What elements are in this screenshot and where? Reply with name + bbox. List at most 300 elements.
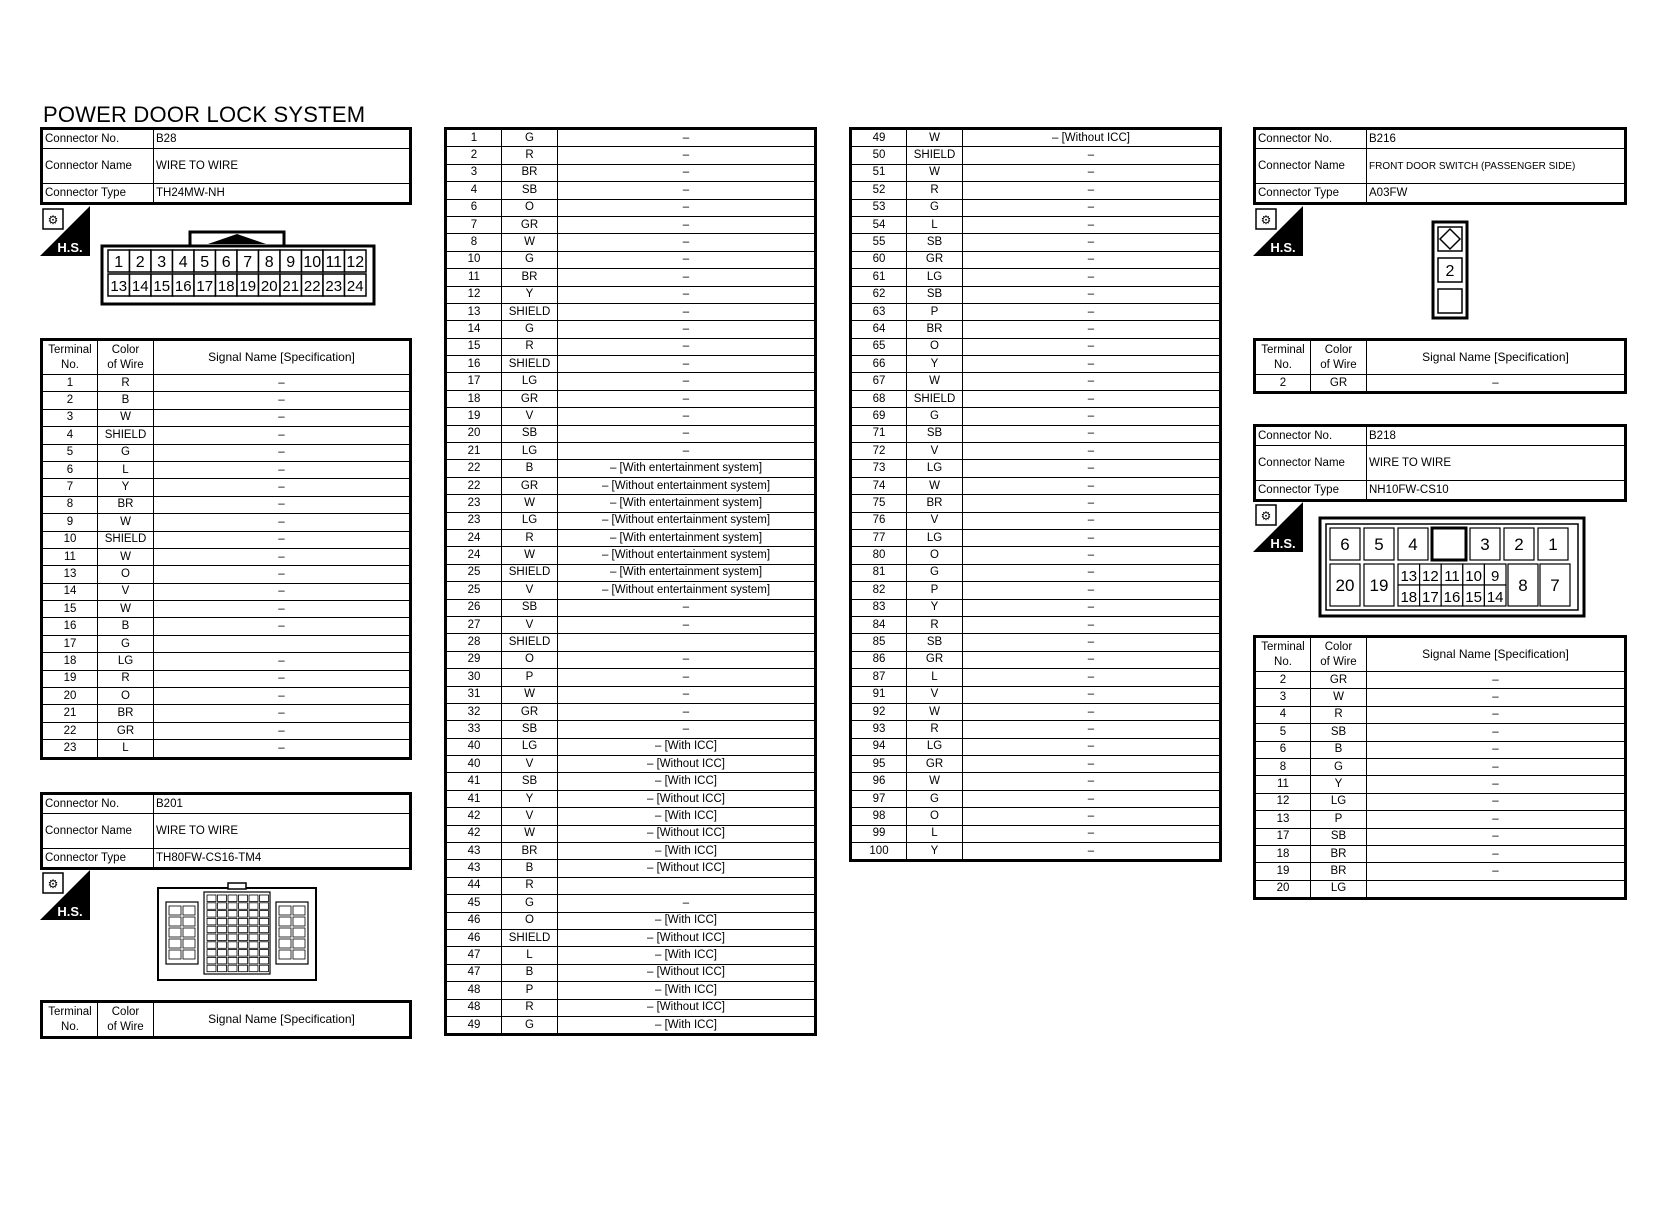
table-row xyxy=(446,634,816,651)
label: Connector No. xyxy=(1255,426,1367,446)
table-row xyxy=(446,182,816,199)
signal-name: – xyxy=(963,721,1221,738)
terminal-no: 8 xyxy=(446,234,502,251)
value: B218 xyxy=(1367,426,1626,446)
terminal-no: 24 xyxy=(446,547,502,564)
wire-color: W xyxy=(907,164,963,181)
signal-name: – [Without ICC] xyxy=(558,825,816,842)
wire-color: SB xyxy=(502,599,558,616)
terminal-no: 20 xyxy=(446,425,502,442)
wire-color: W xyxy=(907,703,963,720)
pin-label: 10 xyxy=(303,254,322,271)
terminal-no: 97 xyxy=(851,790,907,807)
table-row xyxy=(1255,793,1626,810)
signal-name: – xyxy=(154,653,411,670)
wire-color: L xyxy=(907,825,963,842)
table-row xyxy=(42,375,411,392)
table-row xyxy=(446,721,816,738)
pin-label: 14 xyxy=(131,278,149,295)
wire-color: LG xyxy=(907,738,963,755)
signal-name: – [With ICC] xyxy=(558,1016,816,1034)
label: Connector Name xyxy=(42,149,154,184)
pin-label: 16 xyxy=(1443,589,1461,606)
label: Connector Type xyxy=(1255,184,1367,204)
harness-side-icon xyxy=(40,206,90,256)
wire-color: W xyxy=(907,373,963,390)
b216-connector-diagram xyxy=(1431,220,1471,322)
wire-color: G xyxy=(98,635,154,652)
signal-name: – xyxy=(558,408,816,425)
wire-color: B xyxy=(1311,741,1367,758)
pin-label: 17 xyxy=(1422,589,1439,606)
signal-name: – xyxy=(963,408,1221,425)
wire-color: V xyxy=(502,756,558,773)
table-row xyxy=(446,251,816,268)
table-row xyxy=(851,460,1221,477)
terminal-no: 22 xyxy=(42,722,98,739)
pin-label: 3 xyxy=(1480,535,1490,554)
table-row xyxy=(851,825,1221,842)
signal-name: – xyxy=(154,670,411,687)
wire-color: BR xyxy=(502,843,558,860)
terminal-no: 31 xyxy=(446,686,502,703)
value: TH24MW-NH xyxy=(154,184,411,204)
signal-name: – xyxy=(963,547,1221,564)
signal-name: – xyxy=(558,303,816,320)
terminal-no: 45 xyxy=(446,895,502,912)
terminal-no: 23 xyxy=(446,495,502,512)
signal-name: – xyxy=(154,375,411,392)
wire-color: W xyxy=(502,686,558,703)
signal-name: – xyxy=(558,390,816,407)
signal-name: – xyxy=(963,477,1221,494)
terminal-no: 42 xyxy=(446,825,502,842)
label: Connector Name xyxy=(1255,149,1367,184)
wire-color: LG xyxy=(907,269,963,286)
pin-label: 11 xyxy=(325,254,343,271)
signal-name: – xyxy=(558,356,816,373)
table-row xyxy=(851,495,1221,512)
terminal-no: 84 xyxy=(851,616,907,633)
wire-color: L xyxy=(907,669,963,686)
terminal-no: 99 xyxy=(851,825,907,842)
table-row xyxy=(42,479,411,496)
connector-key xyxy=(1432,528,1466,560)
table-row xyxy=(851,790,1221,807)
b201-connector-diagram xyxy=(156,882,318,984)
table-row xyxy=(42,583,411,600)
table-row xyxy=(851,616,1221,633)
table-row xyxy=(851,164,1221,181)
table-row xyxy=(42,496,411,513)
wire-color: R xyxy=(907,182,963,199)
table-row xyxy=(42,705,411,722)
wire-color: W xyxy=(98,548,154,565)
wire-color: GR xyxy=(502,390,558,407)
wire-color: LG xyxy=(502,443,558,460)
table-row xyxy=(1255,741,1626,758)
signal-name: – xyxy=(1367,724,1626,741)
signal-name: – xyxy=(154,601,411,618)
table-row xyxy=(446,790,816,807)
terminal-no: 1 xyxy=(42,375,98,392)
pin-label: 3 xyxy=(157,254,167,271)
terminal-no: 4 xyxy=(1255,706,1311,723)
table-row xyxy=(42,548,411,565)
table-row xyxy=(851,182,1221,199)
pin-label: 8 xyxy=(264,254,274,271)
signal-name: – xyxy=(558,321,816,338)
signal-name: – xyxy=(1367,845,1626,862)
terminal-no: 41 xyxy=(446,773,502,790)
signal-name: – [With entertainment system] xyxy=(558,495,816,512)
table-row xyxy=(851,738,1221,755)
signal-name: – xyxy=(154,392,411,409)
terminal-no: 80 xyxy=(851,547,907,564)
terminal-no: 81 xyxy=(851,564,907,581)
pin-label: 6 xyxy=(221,254,231,271)
terminal-no: 71 xyxy=(851,425,907,442)
table-row xyxy=(42,566,411,583)
table-row xyxy=(851,286,1221,303)
table-row xyxy=(446,373,816,390)
harness-side-icon xyxy=(40,870,90,920)
table-row xyxy=(42,461,411,478)
connector-b201 xyxy=(40,792,412,870)
pin-label: 19 xyxy=(1369,576,1389,595)
table-row xyxy=(1255,724,1626,741)
signal-name: – xyxy=(1367,828,1626,845)
b28-connector-diagram xyxy=(100,228,376,308)
signal-name: – xyxy=(558,669,816,686)
signal-name: – xyxy=(558,182,816,199)
value: B216 xyxy=(1367,129,1626,149)
table-row xyxy=(42,653,411,670)
table-row xyxy=(446,443,816,460)
wire-color: O xyxy=(907,338,963,355)
table-row xyxy=(446,703,816,720)
pin-label: 24 xyxy=(346,278,364,295)
wire-color: O xyxy=(907,808,963,825)
terminal-no: 60 xyxy=(851,251,907,268)
pin-label: 14 xyxy=(1486,589,1504,606)
wire-color: SHIELD xyxy=(502,634,558,651)
table-row xyxy=(446,843,816,860)
hdr-terminal: Terminal No. xyxy=(42,340,98,375)
table-row xyxy=(446,425,816,442)
wire-color: GR xyxy=(1311,375,1367,393)
terminal-no: 49 xyxy=(851,129,907,147)
terminal-no: 55 xyxy=(851,234,907,251)
wire-color: SB xyxy=(502,773,558,790)
value: B28 xyxy=(154,129,411,149)
pin-label: 19 xyxy=(239,278,257,295)
terminal-no: 16 xyxy=(446,356,502,373)
terminal-no: 42 xyxy=(446,808,502,825)
table-row xyxy=(446,356,816,373)
pin-label: 10 xyxy=(1465,568,1482,585)
table-row xyxy=(446,599,816,616)
wire-color: W xyxy=(98,601,154,618)
table-row xyxy=(851,547,1221,564)
wire-color: O xyxy=(907,547,963,564)
terminal-no: 75 xyxy=(851,495,907,512)
table-row xyxy=(851,234,1221,251)
wire-color: BR xyxy=(98,705,154,722)
label: Connector Type xyxy=(1255,481,1367,501)
table-row xyxy=(851,773,1221,790)
wire-color: BR xyxy=(502,164,558,181)
wire-color: LG xyxy=(1311,880,1367,898)
signal-name: – xyxy=(963,425,1221,442)
terminal-no: 14 xyxy=(42,583,98,600)
terminal-no: 6 xyxy=(42,461,98,478)
wire-color: R xyxy=(1311,706,1367,723)
hs-label: H.S. xyxy=(1270,536,1296,551)
value: WIRE TO WIRE xyxy=(1367,446,1626,481)
table-row xyxy=(42,618,411,635)
terminal-no: 48 xyxy=(446,982,502,999)
label: Connector Type xyxy=(42,184,154,204)
table-row xyxy=(851,425,1221,442)
svg-text:⚙: ⚙ xyxy=(1260,509,1272,523)
pin-label: 21 xyxy=(282,278,300,295)
signal-name: – xyxy=(963,216,1221,233)
wire-color: P xyxy=(907,303,963,320)
pin-label: 9 xyxy=(1491,568,1500,585)
signal-name: – [Without ICC] xyxy=(558,999,816,1016)
wire-color: SHIELD xyxy=(907,390,963,407)
terminal-no: 44 xyxy=(446,877,502,894)
pin-label: 11 xyxy=(1444,568,1460,585)
wire-color: Y xyxy=(907,843,963,861)
wire-color: V xyxy=(907,686,963,703)
wire-color: Y xyxy=(502,790,558,807)
table-row xyxy=(42,514,411,531)
terminal-no: 3 xyxy=(1255,689,1311,706)
wire-color: O xyxy=(502,651,558,668)
connector-b216 xyxy=(1253,127,1627,205)
terminal-no: 11 xyxy=(42,548,98,565)
label: Connector Type xyxy=(42,849,154,869)
wire-color: G xyxy=(907,199,963,216)
terminal-no: 63 xyxy=(851,303,907,320)
wire-color: B xyxy=(98,392,154,409)
terminal-no: 64 xyxy=(851,321,907,338)
signal-name: – xyxy=(963,443,1221,460)
hdr-terminal: Terminal No. xyxy=(42,1002,98,1038)
terminal-no: 65 xyxy=(851,338,907,355)
signal-name: – xyxy=(154,514,411,531)
signal-name: – [Without entertainment system] xyxy=(558,547,816,564)
signal-name: – xyxy=(963,773,1221,790)
signal-name: – xyxy=(963,147,1221,164)
terminal-no: 19 xyxy=(446,408,502,425)
wire-color: P xyxy=(502,982,558,999)
terminal-no: 18 xyxy=(446,390,502,407)
terminal-no: 2 xyxy=(1255,672,1311,689)
signal-name: – xyxy=(963,234,1221,251)
terminal-no: 13 xyxy=(446,303,502,320)
signal-name: – xyxy=(963,373,1221,390)
value: FRONT DOOR SWITCH (PASSENGER SIDE) xyxy=(1367,149,1626,184)
terminal-no: 67 xyxy=(851,373,907,390)
terminal-no: 17 xyxy=(446,373,502,390)
value: A03FW xyxy=(1367,184,1626,204)
terminal-no: 85 xyxy=(851,634,907,651)
terminal-no: 18 xyxy=(42,653,98,670)
signal-name xyxy=(1367,880,1626,898)
table-row xyxy=(851,651,1221,668)
signal-name: – xyxy=(963,669,1221,686)
wire-color: G xyxy=(1311,758,1367,775)
wire-color: V xyxy=(907,512,963,529)
signal-name: – xyxy=(558,373,816,390)
table-row xyxy=(446,286,816,303)
wire-color: R xyxy=(502,877,558,894)
signal-name: – xyxy=(963,512,1221,529)
table-row xyxy=(1255,375,1626,393)
wire-color: BR xyxy=(907,495,963,512)
terminal-no: 96 xyxy=(851,773,907,790)
signal-name: – xyxy=(154,618,411,635)
table-row xyxy=(851,686,1221,703)
table-row xyxy=(42,722,411,739)
signal-name: – xyxy=(963,582,1221,599)
signal-name: – [Without entertainment system] xyxy=(558,477,816,494)
signal-name: – [Without ICC] xyxy=(558,929,816,946)
wire-color: SB xyxy=(502,721,558,738)
wire-color: O xyxy=(502,912,558,929)
wire-color: SB xyxy=(1311,828,1367,845)
signal-name: – xyxy=(963,303,1221,320)
table-row xyxy=(446,512,816,529)
wire-color: L xyxy=(98,461,154,478)
terminal-no: 23 xyxy=(42,740,98,758)
wire-color: Y xyxy=(907,356,963,373)
wire-color: GR xyxy=(98,722,154,739)
wire-color: G xyxy=(502,251,558,268)
signal-name: – xyxy=(963,321,1221,338)
table-row xyxy=(851,269,1221,286)
table-row xyxy=(1255,863,1626,880)
terminal-no: 62 xyxy=(851,286,907,303)
table-row xyxy=(446,912,816,929)
table-row xyxy=(851,756,1221,773)
wire-color: L xyxy=(502,947,558,964)
signal-name: – xyxy=(558,234,816,251)
table-row xyxy=(851,356,1221,373)
terminal-no: 68 xyxy=(851,390,907,407)
table-row xyxy=(851,303,1221,320)
terminal-no: 22 xyxy=(446,477,502,494)
signal-name: – [With entertainment system] xyxy=(558,529,816,546)
wire-color: R xyxy=(98,670,154,687)
signal-name: – [With entertainment system] xyxy=(558,564,816,581)
signal-name: – [Without ICC] xyxy=(558,964,816,981)
label: Connector No. xyxy=(42,794,154,814)
terminal-no: 14 xyxy=(446,321,502,338)
table-row xyxy=(446,477,816,494)
hs-label: H.S. xyxy=(57,904,83,919)
wire-color: SHIELD xyxy=(98,427,154,444)
terminal-no: 13 xyxy=(42,566,98,583)
signal-name: – xyxy=(963,616,1221,633)
table-row xyxy=(851,338,1221,355)
pin-label: 12 xyxy=(346,254,365,271)
table-row xyxy=(446,860,816,877)
b28-terminal-table xyxy=(40,338,412,760)
terminal-no: 17 xyxy=(42,635,98,652)
table-row xyxy=(446,321,816,338)
label: Connector Name xyxy=(42,814,154,849)
table-row xyxy=(446,147,816,164)
terminal-no: 49 xyxy=(446,1016,502,1034)
signal-name: – xyxy=(963,495,1221,512)
b216-pin: 2 xyxy=(1445,263,1455,280)
table-row xyxy=(1255,845,1626,862)
wire-color: W xyxy=(502,547,558,564)
table-row xyxy=(851,843,1221,861)
b216-terminal-table xyxy=(1253,338,1627,394)
signal-name: – xyxy=(963,182,1221,199)
terminal-no: 47 xyxy=(446,964,502,981)
signal-name: – xyxy=(1367,706,1626,723)
table-row xyxy=(851,199,1221,216)
terminal-no: 20 xyxy=(42,688,98,705)
wire-color: V xyxy=(98,583,154,600)
wire-color: R xyxy=(502,338,558,355)
terminal-no: 100 xyxy=(851,843,907,861)
signal-name: – xyxy=(558,286,816,303)
signal-name: – [With ICC] xyxy=(558,738,816,755)
table-row xyxy=(446,947,816,964)
signal-name: – xyxy=(558,164,816,181)
wire-color: W xyxy=(907,129,963,147)
hs-label: H.S. xyxy=(57,240,83,255)
pin-label: 17 xyxy=(196,278,214,295)
signal-name: – xyxy=(963,756,1221,773)
wire-color: SHIELD xyxy=(502,929,558,946)
wire-color: SB xyxy=(907,634,963,651)
terminal-no: 10 xyxy=(446,251,502,268)
table-row xyxy=(851,443,1221,460)
table-row xyxy=(851,147,1221,164)
table-row xyxy=(446,1016,816,1034)
wire-color: SB xyxy=(907,425,963,442)
terminal-no: 61 xyxy=(851,269,907,286)
hdr-color: Color of Wire xyxy=(98,1002,154,1038)
terminal-no: 3 xyxy=(446,164,502,181)
table-row xyxy=(446,269,816,286)
table-row xyxy=(1255,672,1626,689)
signal-name: – xyxy=(963,651,1221,668)
signal-name: – xyxy=(1367,863,1626,880)
signal-name: – xyxy=(963,564,1221,581)
signal-name: – xyxy=(154,688,411,705)
signal-name: – [With entertainment system] xyxy=(558,460,816,477)
terminal-no: 98 xyxy=(851,808,907,825)
signal-name: – xyxy=(558,129,816,147)
signal-name: – xyxy=(154,461,411,478)
terminal-no: 51 xyxy=(851,164,907,181)
wire-color: P xyxy=(1311,811,1367,828)
signal-name: – xyxy=(154,427,411,444)
table-row xyxy=(851,216,1221,233)
pin-label: 20 xyxy=(1335,576,1355,595)
wire-color: SHIELD xyxy=(502,303,558,320)
table-row xyxy=(42,635,411,652)
